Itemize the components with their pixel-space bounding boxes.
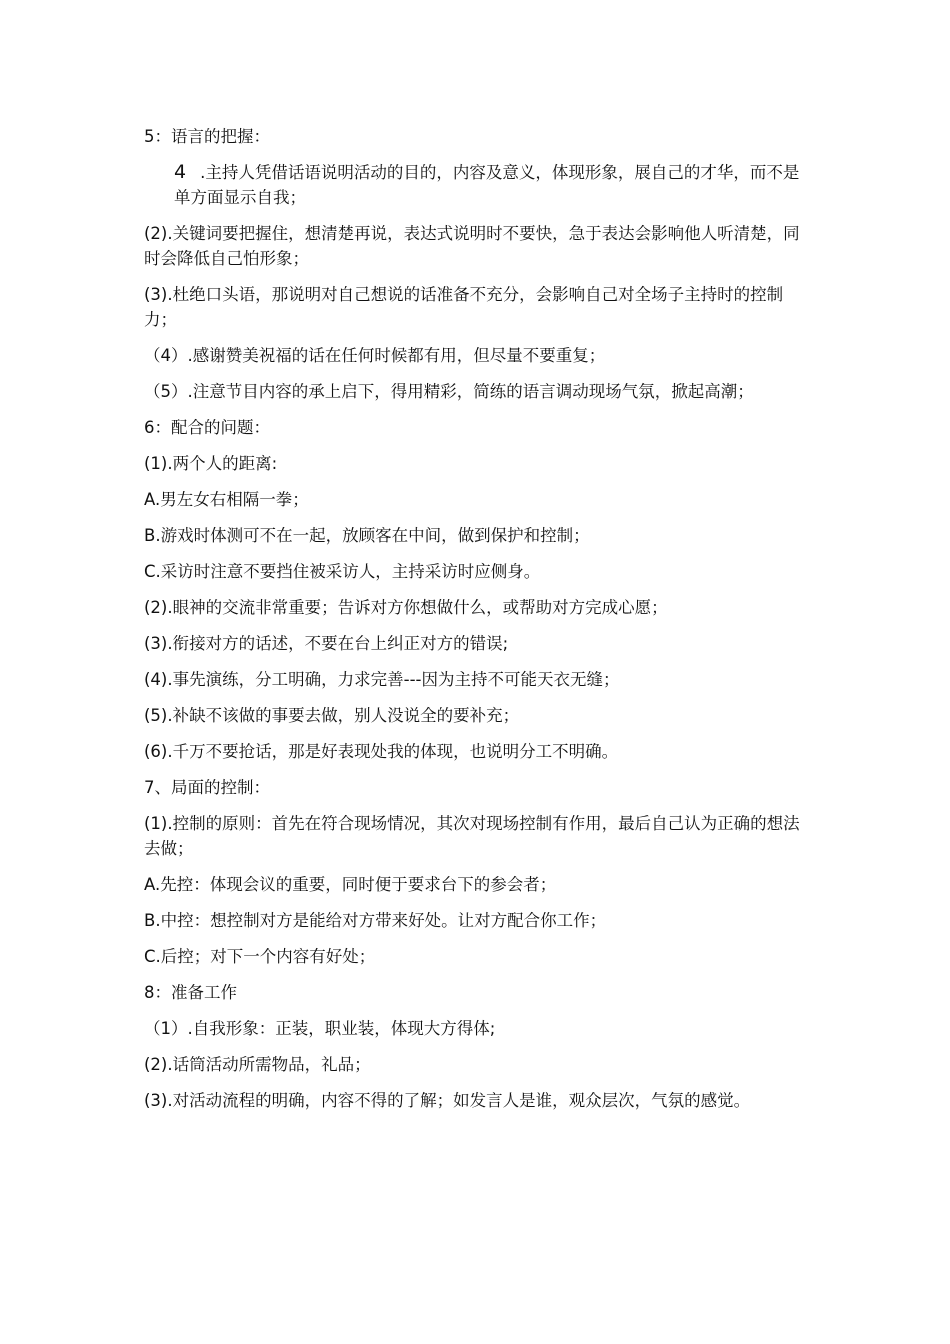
- paragraph: (2).关键词要把握住，想清楚再说，表达式说明时不要快，急于表达会影响他人听清楚，同时会降低自己怕形象；: [144, 224, 800, 268]
- paragraph: （1）.自我形象：正装，职业装，体现大方得体;: [144, 1019, 496, 1038]
- paragraph: B.游戏时体测可不在一起，放顾客在中间，做到保护和控制；: [144, 526, 590, 545]
- paragraph: (1).控制的原则：首先在符合现场情况，其次对现场控制有作用，最后自己认为正确的想法去做；: [144, 814, 800, 858]
- paragraph: （4）.感谢赞美祝福的话在任何时候都有用，但尽量不要重复；: [144, 346, 606, 365]
- paragraph: C.后控；对下一个内容有好处；: [144, 947, 376, 966]
- paragraph: (3).对活动流程的明确，内容不得的了解；如发言人是谁，观众层次，气氛的感觉。: [144, 1091, 751, 1110]
- item-text: .主持人凭借话语说明活动的目的，内容及意义，体现形象，展自己的才华，而不是单方面显示自我；: [174, 163, 800, 207]
- paragraph: （5）.注意节目内容的承上启下，得用精彩，简练的语言调动现场气氛，掀起高潮；: [144, 382, 754, 401]
- heading-control: 7、局面的控制：: [144, 778, 270, 797]
- paragraph: C.采访时注意不要挡住被采访人，主持采访时应侧身。: [144, 562, 541, 581]
- item-number: 4: [174, 161, 187, 183]
- paragraph: (6).千万不要抢话，那是好表现处我的体现，也说明分工不明确。: [144, 742, 619, 761]
- paragraph: (2).眼神的交流非常重要；告诉对方你想做什么，或帮助对方完成心愿；: [144, 598, 668, 617]
- heading-preparation: 8：准备工作: [144, 983, 237, 1002]
- paragraph: A.男左女右相隔一拳；: [144, 490, 309, 509]
- document-body: [144, 124, 808, 1124]
- paragraph: (3).衔接对方的话述，不要在台上纠正对方的错误;: [144, 634, 509, 653]
- heading-language: 5：语言的把握：: [144, 127, 270, 146]
- heading-cooperation: 6：配合的问题：: [144, 418, 270, 437]
- paragraph: A.先控：体现会议的重要，同时便于要求台下的参会者；: [144, 875, 557, 894]
- paragraph: (4).事先演练，分工明确，力求完善---因为主持不可能天衣无缝；: [144, 670, 620, 689]
- paragraph: B.中控：想控制对方是能给对方带来好处。让对方配合你工作；: [144, 911, 607, 930]
- paragraph: (1).两个人的距离:: [144, 454, 278, 473]
- paragraph: (3).杜绝口头语，那说明对自己想说的话准备不充分，会影响自己对全场子主持时的控制力；: [144, 285, 784, 329]
- paragraph: (5).补缺不该做的事要去做，别人没说全的要补充；: [144, 706, 520, 725]
- paragraph: (2).话筒活动所需物品，礼品；: [144, 1055, 371, 1074]
- paragraph-item-4: [144, 160, 808, 210]
